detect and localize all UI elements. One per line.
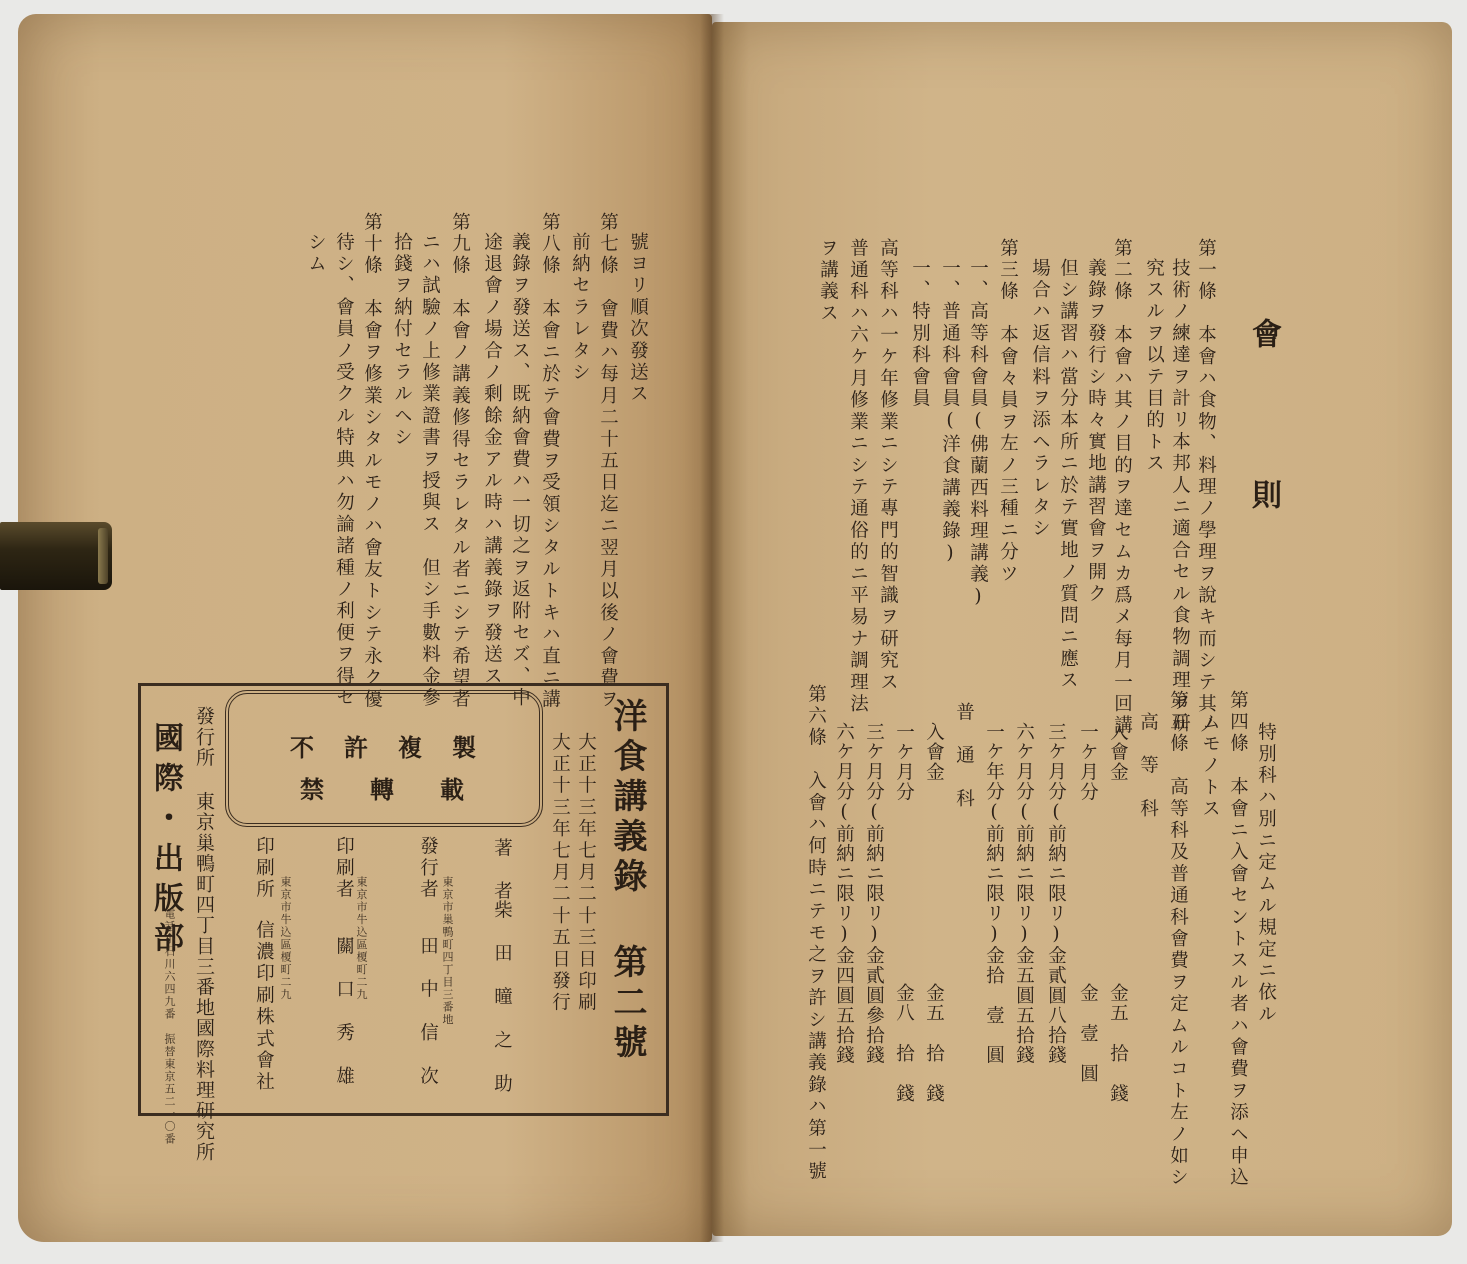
left-col-10: 第十條 本會ヲ修業シタルモノハ會友トシテ永ク優 <box>361 212 383 712</box>
printshop-name: 信濃印刷株式會社 <box>253 920 275 1094</box>
left-col-7: 第九條 本會ノ講義修得セラレタル者ニシテ希望者 <box>449 212 471 712</box>
printshop-address: 東京市牛込區榎町二九 <box>279 876 292 1001</box>
left-col-12: シム <box>305 232 327 276</box>
author-name: 柴 田 曈 之 助 <box>491 900 513 1096</box>
issuer-phone: 電話小石川六四九番 振替東京五二一〇番 <box>163 908 176 1146</box>
right-col-8: 第三條 本會々員ヲ左ノ三種ニ分ツ <box>997 238 1019 586</box>
right-col-29: 六ケ月分(前納ニ限リ)金四圓五拾錢 <box>833 722 855 1066</box>
left-col-6: 途退會ノ場合ノ剩餘金アル時ハ講義錄ヲ發送ス <box>481 232 503 688</box>
book-gutter <box>700 14 724 1242</box>
right-col-3: 究スルヲ以テ目的トス <box>1143 258 1165 475</box>
left-col-8: ニハ試驗ノ上修業證書ヲ授與ス 但シ手數料金參 <box>419 232 441 710</box>
right-col-28: 三ケ月分(前納ニ限リ)金貳圓參拾錢 <box>863 722 885 1066</box>
right-col-14: ヲ講義ス <box>817 238 839 325</box>
right-col-22: 三ケ月分(前納ニ限リ)金貳圓八拾錢 <box>1045 722 1067 1066</box>
colophon-title: 洋食講義錄 第二號 <box>607 698 647 1064</box>
right-col-25: 普 通 科 <box>953 702 975 811</box>
publisher-address: 東京市巢鴨町四丁目三番地 <box>441 876 454 1026</box>
issuer-line: 發行所 東京巢鴨町四丁目三番地國際料理研究所 <box>193 706 215 1163</box>
published-date: 大正十三年七月二十五日發行 <box>549 732 571 1015</box>
right-col-6: 但シ講習ハ當分本所ニ於テ實地ノ質問ニ應ス <box>1057 258 1079 692</box>
left-col-3: 前納セラレタシ <box>569 232 591 384</box>
right-col-7: 場合ハ返信料ヲ添ヘラレタシ <box>1029 258 1051 541</box>
right-col-4: 第二條 本會ハ其ノ目的ヲ達セムカ爲メ每月一回講 <box>1111 238 1133 738</box>
printer-address: 東京市牛込區榎町二九 <box>355 876 368 1001</box>
right-col-19: 高 等 科 <box>1137 712 1159 821</box>
printer-label: 印刷者 <box>333 836 355 902</box>
right-col-17: ムモノトス <box>1199 712 1221 821</box>
right-col-27: 一ケ月分 金八 拾 錢 <box>893 722 915 1104</box>
rules-title: 會 則 <box>1246 318 1281 557</box>
right-col-16: 第四條 本會ニ入會セントスル者ハ會費ヲ添ヘ申込 <box>1227 690 1249 1190</box>
right-col-23: 六ケ月分(前納ニ限リ)金五圓五拾錢 <box>1013 722 1035 1066</box>
stamp-line-2: 禁轉載 <box>300 775 510 804</box>
right-col-11: 一、特別科會員 <box>909 258 931 410</box>
right-col-15: 特別科ハ別ニ定ムル規定ニ依ル <box>1255 722 1277 1026</box>
left-col-2: 第七條 會費ハ每月二十五日迄ニ翌月以後ノ會費ヲ <box>597 212 619 712</box>
stamp-line-1: 不許複製 <box>290 733 506 762</box>
printed-date: 大正十三年七月二十三日印刷 <box>575 732 597 1015</box>
left-col-9: 拾錢ヲ納付セラルヘシ <box>391 232 413 449</box>
right-col-12: 高等科ハ一ケ年修業ニシテ專門的智識ヲ研究ス <box>877 238 899 694</box>
issuer-name: 國際・出版部 <box>148 722 183 962</box>
publisher-name: 田 中 信 次 <box>417 936 439 1088</box>
author-label: 著 者 <box>491 838 513 904</box>
left-col-5: 義錄ヲ發送ス、既納會費ハ一切之ヲ返附セズ、中 <box>509 232 531 710</box>
right-col-24: 一ケ年分(前納ニ限リ)金拾 壹 圓 <box>983 722 1005 1066</box>
right-col-1: 第一條 本會ハ食物、料理ノ學理ヲ說キ而シテ其ノ <box>1195 238 1217 738</box>
right-col-20: 入會金 金五 拾 錢 <box>1107 722 1129 1104</box>
right-col-21: 一ケ月分 金 壹 圓 <box>1077 722 1099 1084</box>
right-col-9: 一、高等科會員(佛蘭西料理講義) <box>967 258 989 611</box>
right-col-18: 第五條 高等科及普通科會費ヲ定ムルコト左ノ如シ <box>1167 690 1189 1190</box>
right-col-2: 技術ノ練達ヲ計リ本邦人ニ適合セル食物調理ヲ研 <box>1169 258 1191 736</box>
right-col-13: 普通科ハ六ケ月修業ニシテ通俗的ニ平易ナ調理法 <box>847 238 869 716</box>
printshop-label: 印刷所 <box>253 836 275 902</box>
left-col-1: 號ヨリ順次發送ス <box>627 232 649 406</box>
right-col-30: 第六條 入會ハ何時ニテモ之ヲ許シ講義錄ハ第一號 <box>805 684 827 1184</box>
right-col-5: 義錄ヲ發行シ時々實地講習會ヲ開ク <box>1085 258 1107 606</box>
right-col-26: 入會金 金五 拾 錢 <box>923 722 945 1104</box>
left-col-11: 待シ、會員ノ受クル特典ハ勿論諸種ノ利便ヲ得セ <box>333 232 355 710</box>
binder-clip <box>0 522 112 590</box>
left-col-4: 第八條 本會ニ於テ會費ヲ受領シタルトキハ直ニ講 <box>539 212 561 712</box>
printer-name: 關 口 秀 雄 <box>333 936 355 1088</box>
right-col-10: 一、普通科會員(洋食講義錄) <box>939 258 961 567</box>
publisher-label: 發行者 <box>417 836 439 902</box>
